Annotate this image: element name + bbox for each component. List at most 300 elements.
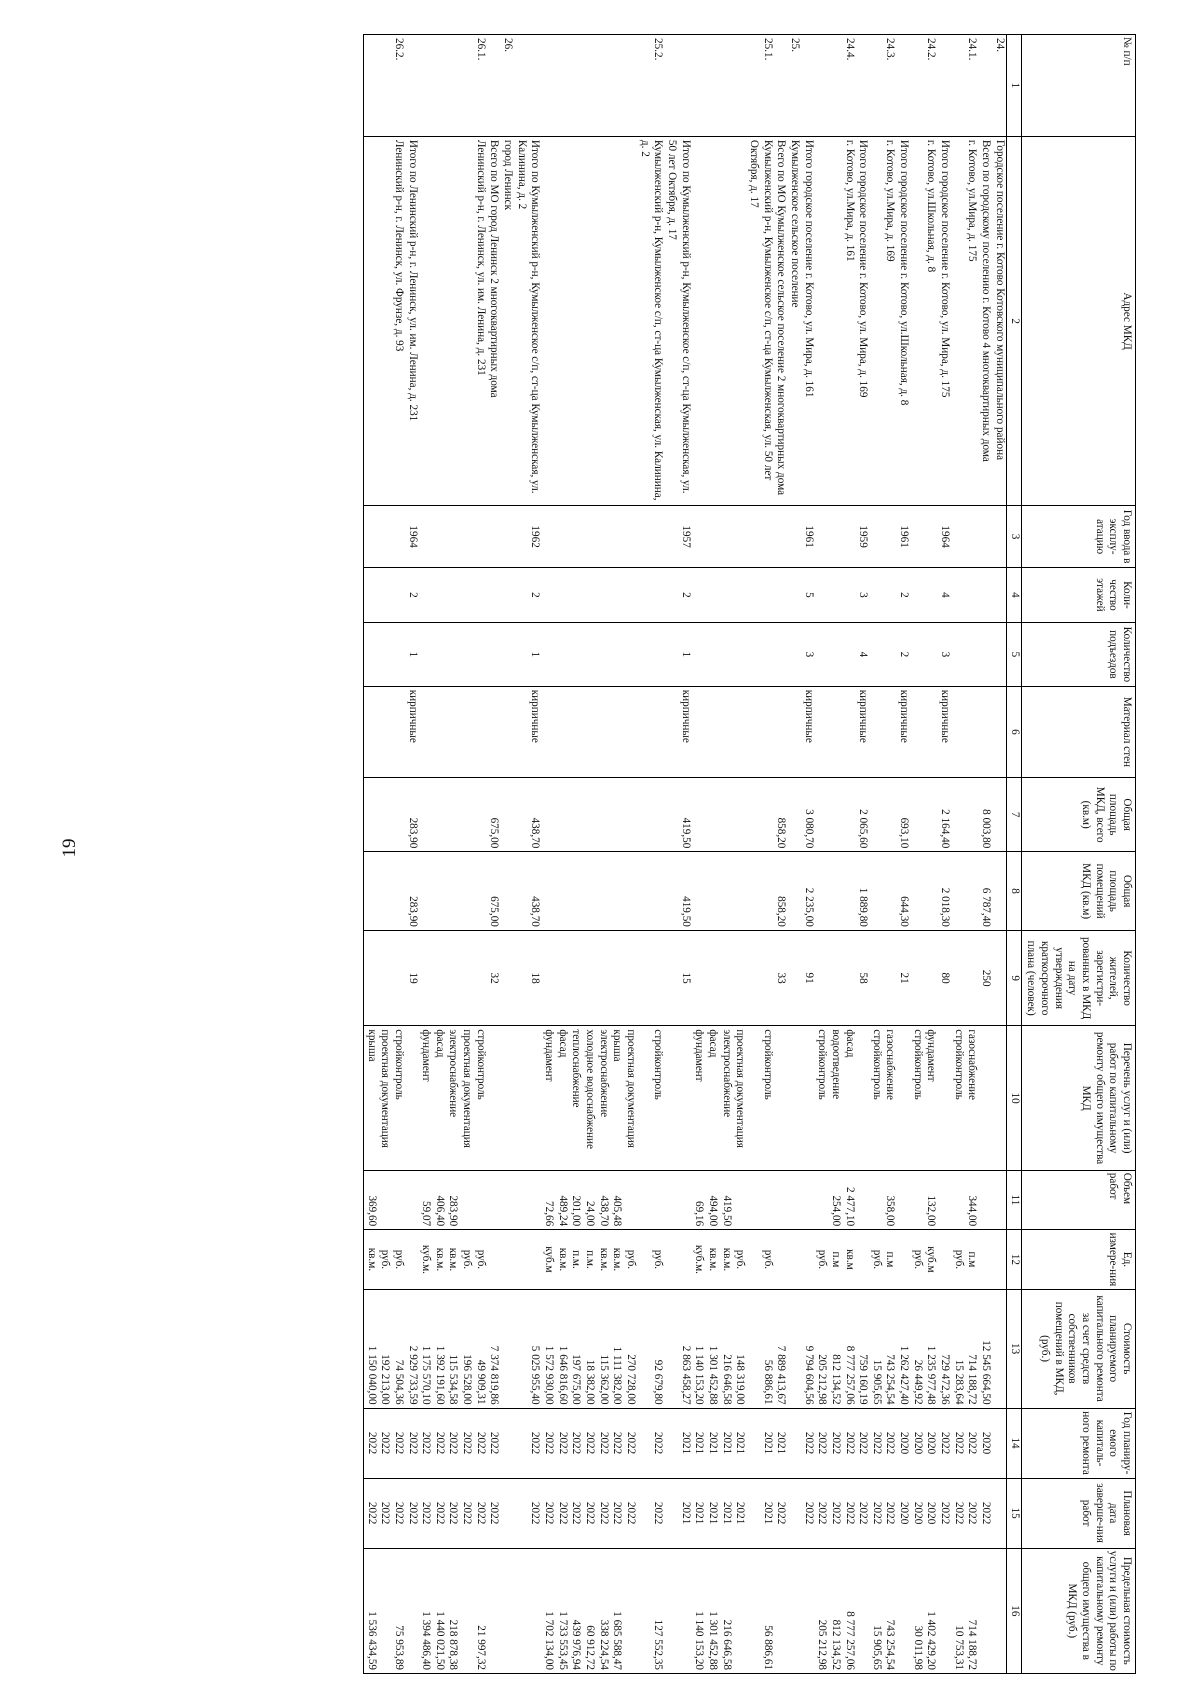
table-cell	[992, 1289, 1006, 1408]
table-cell: 2022	[883, 1408, 897, 1478]
table-cell	[460, 1548, 474, 1673]
table-cell	[378, 623, 392, 687]
table-cell	[596, 852, 610, 931]
table-cell	[487, 1170, 501, 1229]
table-cell	[992, 506, 1006, 568]
table-cell	[937, 35, 951, 137]
table-cell	[555, 686, 569, 777]
table-cell	[856, 1230, 870, 1289]
table-cell: 2022	[596, 1408, 610, 1478]
table-cell: Всего по городскому поселению г. Котово 4 многоквартирных дома	[978, 136, 992, 505]
table-cell: 2022	[514, 1408, 541, 1478]
table-cell: стройконтроль	[637, 1026, 664, 1170]
table-cell	[746, 778, 773, 852]
table-cell: 2	[405, 567, 419, 622]
table-cell: 10 753,31	[951, 1548, 965, 1673]
table-cell: 1 572 930,00	[541, 1289, 555, 1408]
table-cell: 2021	[746, 1478, 773, 1548]
table-cell	[937, 1170, 951, 1229]
table-cell	[582, 35, 596, 137]
table-cell: 2022	[582, 1478, 596, 1548]
table-cell: 2 929 733,59	[405, 1289, 419, 1408]
table-row	[815, 35, 829, 1674]
table-row	[500, 35, 514, 1674]
table-cell	[419, 778, 433, 852]
table-cell: 714 188,72	[965, 1548, 979, 1673]
table-cell	[637, 623, 664, 687]
table-cell: 344,00	[965, 1170, 979, 1229]
table-cell: 2022	[569, 1408, 583, 1478]
table-cell	[460, 852, 474, 931]
table-cell	[978, 1548, 992, 1673]
table-cell: фундамент	[419, 1026, 433, 1170]
table-cell	[705, 623, 719, 687]
table-cell: 205 212,98	[815, 1548, 829, 1673]
table-cell	[610, 778, 624, 852]
table-cell: 91	[801, 930, 815, 1026]
table-cell: руб.	[637, 1230, 664, 1289]
table-cell: Кумылженский р-н, Кумылженское с/п, ст-ца Кумылженская, ул. Калинина, д. 2	[637, 136, 664, 505]
table-cell	[733, 778, 747, 852]
table-cell: 2022	[842, 1408, 856, 1478]
table-cell: кирпичные	[664, 686, 691, 777]
table-cell	[815, 136, 829, 505]
table-cell	[787, 506, 801, 568]
table-cell: 2022	[555, 1478, 569, 1548]
table-cell	[419, 930, 433, 1026]
table-row	[555, 35, 569, 1674]
table-cell	[869, 686, 883, 777]
table-cell: п.м	[883, 1230, 897, 1289]
table-cell	[623, 35, 637, 137]
table-cell	[951, 567, 965, 622]
table-cell: куб.м	[924, 1230, 938, 1289]
table-cell: электроснабжение	[596, 1026, 610, 1170]
table-cell	[992, 1408, 1006, 1478]
table-cell	[815, 778, 829, 852]
table-cell: 743 254,54	[883, 1289, 897, 1408]
table-cell	[500, 1230, 514, 1289]
table-cell	[992, 778, 1006, 852]
table-cell: фундамент	[924, 1026, 938, 1170]
table-cell	[500, 1478, 514, 1548]
table-cell: 2021	[664, 1478, 691, 1548]
table-cell	[746, 686, 773, 777]
table-cell: 2020	[924, 1408, 938, 1478]
table-cell: 1 646 816,60	[555, 1289, 569, 1408]
table-cell	[937, 1548, 951, 1673]
table-cell	[869, 35, 883, 137]
table-cell	[897, 1170, 911, 1229]
table-cell: 1 235 977,48	[924, 1289, 938, 1408]
header-cell: Предельная стоимость услуги и (или) работы по капитальному ремонту общего имущества в МКД (руб.)	[1021, 1548, 1135, 1673]
table-cell	[446, 623, 460, 687]
table-cell: 2022	[378, 1408, 392, 1478]
table-row	[924, 35, 938, 1674]
table-cell	[978, 35, 992, 137]
table-cell: 2022	[774, 1478, 788, 1548]
table-cell	[801, 1170, 815, 1229]
table-cell	[610, 35, 624, 137]
table-cell	[378, 930, 392, 1026]
table-cell	[378, 506, 392, 568]
table-cell	[596, 567, 610, 622]
table-cell	[774, 1230, 788, 1289]
table-cell: 2022	[460, 1408, 474, 1478]
table-cell	[815, 930, 829, 1026]
table-cell	[500, 930, 514, 1026]
table-cell: 2021	[692, 1408, 706, 1478]
table-cell	[787, 1408, 801, 1478]
table-cell: 2022	[815, 1478, 829, 1548]
table-cell	[733, 686, 747, 777]
table-cell	[582, 778, 596, 852]
table-cell: кв.м.	[596, 1230, 610, 1289]
table-cell: 69,16	[692, 1170, 706, 1229]
table-cell: 2021	[733, 1408, 747, 1478]
table-cell	[842, 506, 856, 568]
table-cell: 2022	[569, 1478, 583, 1548]
table-cell	[828, 852, 842, 931]
table-cell	[801, 35, 815, 137]
table-cell: 18 382,00	[582, 1289, 596, 1408]
table-cell	[746, 623, 773, 687]
table-cell: 26 449,92	[910, 1289, 924, 1408]
table-cell	[596, 930, 610, 1026]
table-cell	[815, 623, 829, 687]
table-cell: 74 504,36	[391, 1289, 405, 1408]
table-cell	[978, 1230, 992, 1289]
table-cell	[378, 136, 392, 505]
table-cell	[774, 623, 788, 687]
table-cell	[705, 567, 719, 622]
table-cell	[815, 686, 829, 777]
table-cell	[801, 1230, 815, 1289]
table-cell: фасад	[705, 1026, 719, 1170]
table-cell: кирпичные	[514, 686, 541, 777]
table-cell: 1961	[801, 506, 815, 568]
table-cell	[623, 136, 637, 505]
table-cell	[405, 1170, 419, 1229]
table-cell: 1	[664, 623, 691, 687]
table-cell: 2021	[746, 1408, 773, 1478]
table-cell	[596, 136, 610, 505]
table-cell	[623, 930, 637, 1026]
table-cell	[951, 686, 965, 777]
table-cell: куб.м.	[692, 1230, 706, 1289]
table-cell: газоснабжение	[965, 1026, 979, 1170]
table-cell	[692, 506, 706, 568]
table-cell	[774, 1026, 788, 1170]
table-cell: 2022	[637, 1408, 664, 1478]
table-cell	[419, 35, 433, 137]
table-cell	[842, 778, 856, 852]
table-cell: 2022	[391, 1408, 405, 1478]
table-cell: Итого городское поселение г. Котово, ул.Школьная, д. 8	[897, 136, 911, 505]
table-cell	[883, 686, 897, 777]
table-cell	[405, 35, 419, 137]
table-cell	[924, 567, 938, 622]
rotated-table-container	[66, 34, 1136, 1674]
table-cell	[774, 686, 788, 777]
header-cell: Количество жителей, зарегистри-рованных в МКД на дату утверждения краткосрочного плана (человек)	[1021, 930, 1135, 1026]
table-cell	[951, 623, 965, 687]
table-cell	[596, 778, 610, 852]
table-cell	[378, 35, 392, 137]
table-cell: 148 319,00	[733, 1289, 747, 1408]
table-cell	[883, 930, 897, 1026]
table-cell	[405, 1026, 419, 1170]
table-cell	[391, 623, 405, 687]
table-row	[391, 35, 405, 1674]
table-cell	[637, 567, 664, 622]
table-cell: фасад	[432, 1026, 446, 1170]
table-cell	[883, 506, 897, 568]
table-cell: 21 997,32	[473, 1548, 487, 1673]
table-cell	[910, 567, 924, 622]
table-cell	[555, 623, 569, 687]
table-cell: Всего по МО Кумылженское сельское поселение 2 многоквартирных дома	[774, 136, 788, 505]
table-cell: 438,70	[514, 778, 541, 852]
table-cell: Кумылженское сельское поселение	[787, 136, 801, 505]
table-cell: 644,30	[897, 852, 911, 931]
table-row	[473, 35, 487, 1674]
table-cell	[378, 686, 392, 777]
table-cell: руб.	[623, 1230, 637, 1289]
table-cell	[487, 35, 501, 137]
table-cell: 2022	[801, 1478, 815, 1548]
table-row	[897, 35, 911, 1674]
table-cell	[446, 686, 460, 777]
table-cell: 406,40	[432, 1170, 446, 1229]
table-cell	[623, 567, 637, 622]
table-cell: 1964	[937, 506, 951, 568]
table-cell	[378, 778, 392, 852]
table-cell	[828, 686, 842, 777]
table-cell: 2 863 458,27	[664, 1289, 691, 1408]
table-cell: Итого по Кумылженский р-н, Кумылженское с/п, ст-ца Кумылженская, ул. 50 лет Октября, д. 17	[664, 136, 691, 505]
table-cell	[487, 1230, 501, 1289]
table-cell	[924, 852, 938, 931]
table-cell	[391, 506, 405, 568]
table-cell	[924, 623, 938, 687]
header-cell: Количество подъездов	[1021, 623, 1135, 687]
table-cell: 2	[897, 623, 911, 687]
table-cell: 1962	[514, 506, 541, 568]
table-cell: 439 976,94	[569, 1548, 583, 1673]
table-row	[460, 35, 474, 1674]
table-cell: холодное водоснабжение	[582, 1026, 596, 1170]
table-cell: стройконтроль	[869, 1026, 883, 1170]
table-cell	[733, 567, 747, 622]
table-cell	[965, 506, 979, 568]
table-cell: г. Котово, ул.Мира, д. 169	[883, 136, 897, 505]
table-cell: 2022	[432, 1408, 446, 1478]
table-cell	[692, 686, 706, 777]
table-cell	[569, 35, 583, 137]
table-row	[419, 35, 433, 1674]
table-cell: 3	[856, 567, 870, 622]
table-cell: кирпичные	[937, 686, 951, 777]
table-cell: 419,50	[664, 778, 691, 852]
table-cell: 2022	[856, 1408, 870, 1478]
table-cell: 283,90	[405, 852, 419, 931]
table-cell	[487, 567, 501, 622]
table-cell: фасад	[555, 1026, 569, 1170]
table-cell: крыша	[363, 1026, 377, 1170]
table-cell	[569, 623, 583, 687]
table-cell	[828, 778, 842, 852]
table-cell: 26.1.	[473, 35, 487, 137]
table-row	[910, 35, 924, 1674]
table-cell	[446, 930, 460, 1026]
table-cell: г. Котово, ул.Мира, д. 161	[842, 136, 856, 505]
table-cell	[432, 930, 446, 1026]
table-cell	[514, 1230, 541, 1289]
table-cell: 12 545 664,50	[978, 1289, 992, 1408]
table-cell	[992, 930, 1006, 1026]
table-cell: 1 301 452,88	[705, 1289, 719, 1408]
table-cell: 1 440 021,50	[432, 1548, 446, 1673]
table-cell	[637, 778, 664, 852]
table-cell	[582, 852, 596, 931]
table-cell: 8 777 257,06	[842, 1289, 856, 1408]
table-cell: 2022	[869, 1478, 883, 1548]
table-cell: теплоснабжение	[569, 1026, 583, 1170]
table-cell	[828, 567, 842, 622]
table-cell: 1 111 382,00	[610, 1289, 624, 1408]
table-cell: 2022	[883, 1478, 897, 1548]
table-cell: 254,00	[828, 1170, 842, 1229]
column-number: 6	[1006, 686, 1021, 777]
table-cell	[569, 778, 583, 852]
table-cell	[924, 686, 938, 777]
table-cell: 60 912,72	[582, 1548, 596, 1673]
table-cell	[514, 1548, 541, 1673]
table-cell: 218 878,38	[446, 1548, 460, 1673]
table-cell	[978, 686, 992, 777]
table-cell: 2022	[446, 1478, 460, 1548]
table-cell	[363, 852, 377, 931]
table-cell	[460, 35, 474, 137]
table-row	[446, 35, 460, 1674]
header-cell: Коли-чество этажей	[1021, 567, 1135, 622]
table-cell: руб.	[869, 1230, 883, 1289]
table-cell	[500, 567, 514, 622]
column-number: 16	[1006, 1548, 1021, 1673]
header-cell: Плановая дата заверше-ния работ	[1021, 1478, 1135, 1548]
header-cell: № п/п	[1021, 35, 1135, 137]
table-cell	[978, 1026, 992, 1170]
table-cell	[541, 930, 555, 1026]
table-cell	[487, 1548, 501, 1673]
table-cell: 2021	[664, 1408, 691, 1478]
table-cell	[623, 686, 637, 777]
table-cell	[664, 1026, 691, 1170]
table-row	[856, 35, 870, 1674]
table-cell	[391, 778, 405, 852]
table-cell: п.м.	[569, 1230, 583, 1289]
table-cell: руб.	[378, 1230, 392, 1289]
table-cell: 759 160,19	[856, 1289, 870, 1408]
table-cell	[992, 852, 1006, 931]
table-cell	[787, 1026, 801, 1170]
table-cell	[828, 35, 842, 137]
table-cell: 2022	[842, 1478, 856, 1548]
table-cell	[856, 1548, 870, 1673]
table-cell: 714 188,72	[965, 1289, 979, 1408]
table-cell	[596, 35, 610, 137]
table-cell	[733, 930, 747, 1026]
table-cell	[391, 852, 405, 931]
table-cell	[842, 930, 856, 1026]
table-cell: проектная документация	[623, 1026, 637, 1170]
table-cell: 2 164,40	[937, 778, 951, 852]
table-cell	[610, 623, 624, 687]
column-number: 5	[1006, 623, 1021, 687]
table-cell: 1 394 486,40	[419, 1548, 433, 1673]
table-cell: 19	[405, 930, 419, 1026]
table-cell: куб.м.	[419, 1230, 433, 1289]
table-cell	[992, 623, 1006, 687]
table-cell	[719, 623, 733, 687]
table-cell: 358,00	[883, 1170, 897, 1229]
table-cell: стройконтроль	[910, 1026, 924, 1170]
table-cell: 32	[487, 930, 501, 1026]
column-number: 14	[1006, 1408, 1021, 1478]
table-cell: 30 011,98	[910, 1548, 924, 1673]
table-cell	[363, 35, 377, 137]
table-cell	[774, 567, 788, 622]
table-cell	[500, 852, 514, 931]
table-cell	[541, 506, 555, 568]
table-cell: 2 235,00	[801, 852, 815, 931]
table-cell	[541, 686, 555, 777]
table-cell: 2 065,60	[856, 778, 870, 852]
table-cell	[787, 930, 801, 1026]
table-cell: 25.1.	[746, 35, 773, 137]
table-cell	[924, 930, 938, 1026]
table-cell: 72,66	[541, 1170, 555, 1229]
table-cell: 15 905,65	[869, 1289, 883, 1408]
table-row	[405, 35, 419, 1674]
table-cell	[446, 778, 460, 852]
table-cell: 2020	[910, 1408, 924, 1478]
table-row	[487, 35, 501, 1674]
table-cell	[637, 1170, 664, 1229]
table-cell	[787, 1230, 801, 1289]
table-cell: 4	[937, 567, 951, 622]
table-cell	[391, 686, 405, 777]
table-cell	[951, 930, 965, 1026]
table-cell	[419, 567, 433, 622]
table-cell: Итого по Ленинский р-н, г. Ленинск, ул. им. Ленина, д. 231	[405, 136, 419, 505]
table-cell: г. Котово, ул.Мира, д. 175	[965, 136, 979, 505]
table-cell: 1	[405, 623, 419, 687]
table-cell	[910, 1170, 924, 1229]
table-cell	[623, 852, 637, 931]
table-cell	[746, 567, 773, 622]
table-cell	[815, 852, 829, 931]
table-cell: стройконтроль	[391, 1026, 405, 1170]
table-cell: 2022	[623, 1478, 637, 1548]
table-cell	[856, 1170, 870, 1229]
table-cell: 2021	[705, 1408, 719, 1478]
table-cell: 2022	[801, 1408, 815, 1478]
table-cell: 2022	[363, 1408, 377, 1478]
table-cell	[610, 506, 624, 568]
table-cell: 2022	[541, 1408, 555, 1478]
